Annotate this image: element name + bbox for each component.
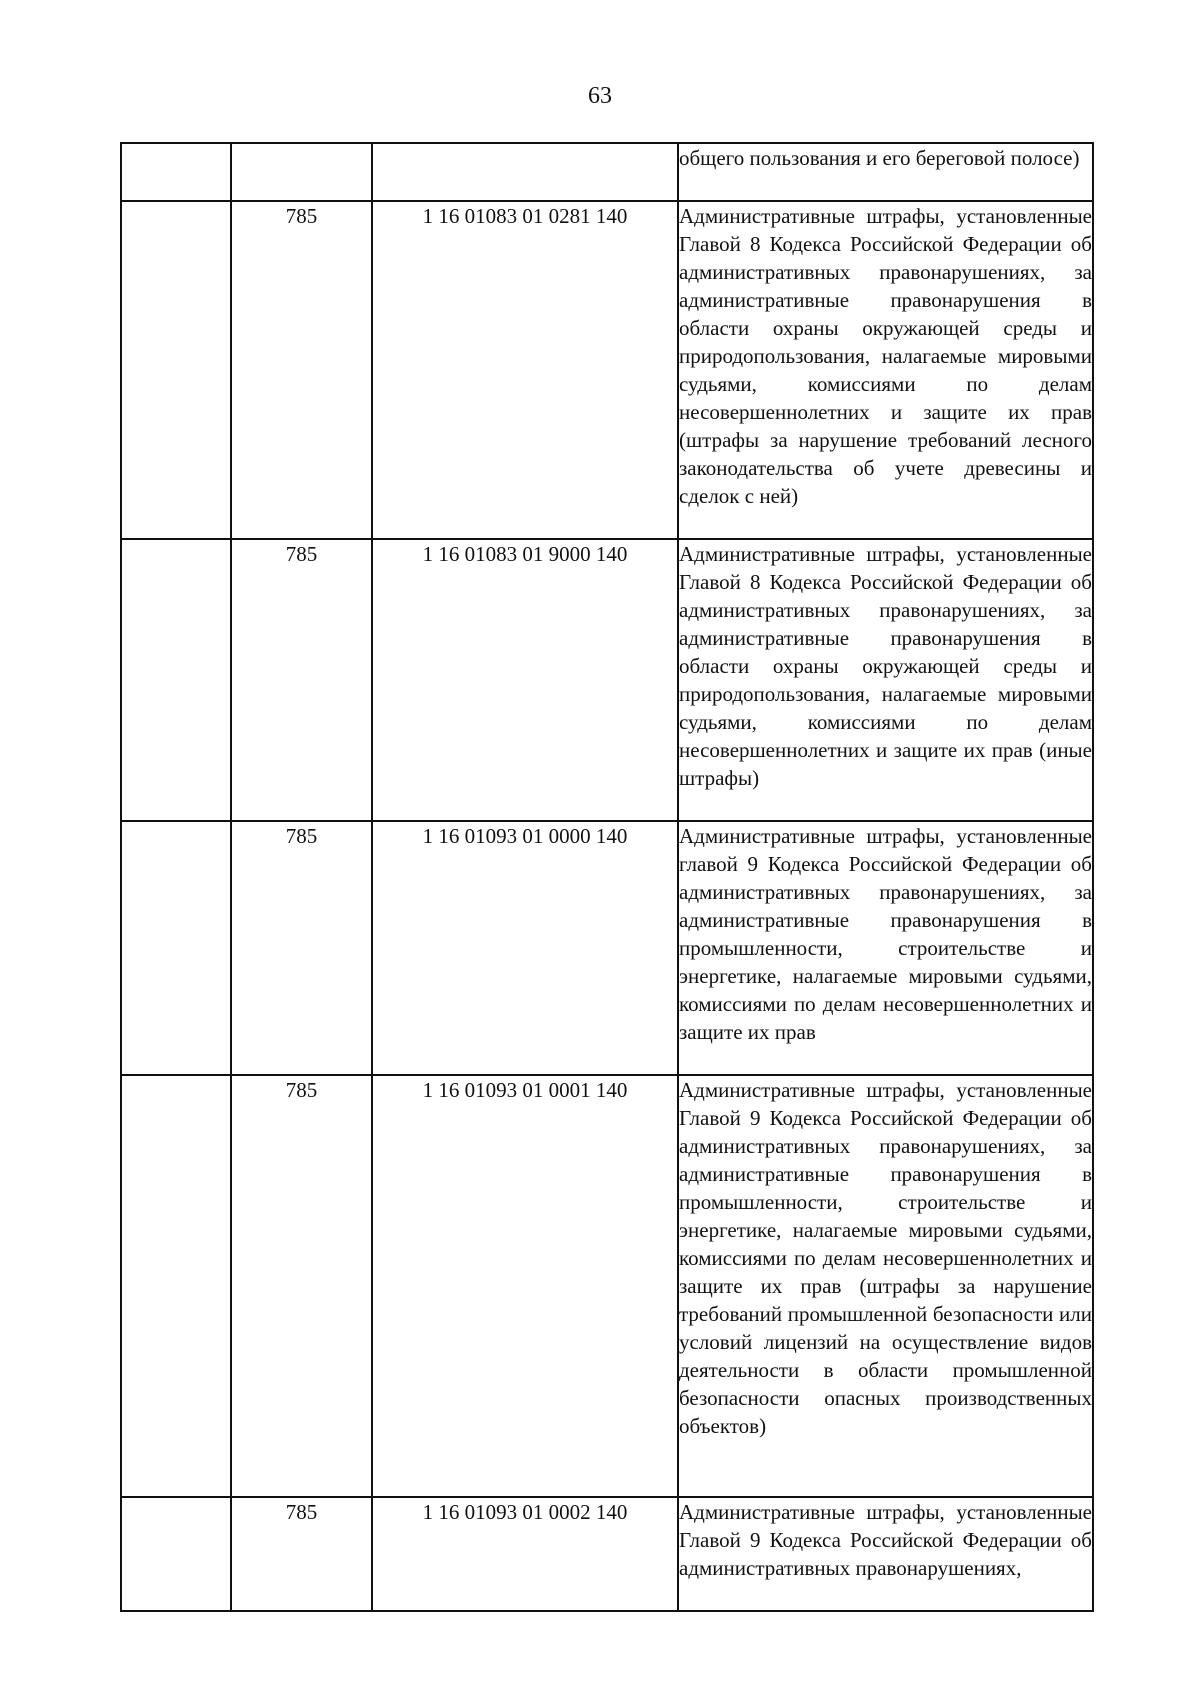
kbk-code-cell: 1 16 01093 01 0000 140 xyxy=(372,821,678,1075)
admin-code-cell: 785 xyxy=(231,201,372,539)
admin-code-cell: 785 xyxy=(231,1497,372,1611)
kbk-code-cell: 1 16 01083 01 0281 140 xyxy=(372,201,678,539)
admin-code-cell: 785 xyxy=(231,821,372,1075)
description-cell: Административные штрафы, установленные Главой 9 Кодекса Российской Федерации об административных правонарушениях, xyxy=(678,1497,1093,1611)
description-cell: общего пользования и его береговой полосе) xyxy=(678,143,1093,201)
number-cell xyxy=(121,143,231,201)
table-row xyxy=(121,1497,1093,1611)
page-number: 63 xyxy=(588,83,612,109)
number-cell xyxy=(121,821,231,1075)
admin-code-cell: 785 xyxy=(231,1075,372,1497)
admin-code-cell: 785 xyxy=(231,539,372,821)
number-cell xyxy=(121,1497,231,1611)
kbk-code-cell: 1 16 01093 01 0002 140 xyxy=(372,1497,678,1611)
number-cell xyxy=(121,201,231,539)
description-cell: Административные штрафы, установленные Главой 9 Кодекса Российской Федерации об административных правонарушениях, за административные правонарушения в промышленности, строительстве и энергетике, налагаемые мировыми судьями, комиссиями по делам несовершеннолетних и защите их прав (штрафы за нарушение требований промышленной безопасности или условий лицензий на осуществление видов деятельности в области промышленной безопасности опасных производственных объектов) xyxy=(678,1075,1093,1497)
table-row xyxy=(121,821,1093,1075)
kbk-code-cell: 1 16 01093 01 0001 140 xyxy=(372,1075,678,1497)
description-cell: Административные штрафы, установленные Главой 8 Кодекса Российской Федерации об административных правонарушениях, за административные правонарушения в области охраны окружающей среды и природопользования, налагаемые мировыми судьями, комиссиями по делам несовершеннолетних и защите их прав (иные штрафы) xyxy=(678,539,1093,821)
kbk-code-cell xyxy=(372,143,678,201)
kbk-code-cell: 1 16 01083 01 9000 140 xyxy=(372,539,678,821)
number-cell xyxy=(121,539,231,821)
number-cell xyxy=(121,1075,231,1497)
table-row xyxy=(121,143,1093,201)
table-row xyxy=(121,201,1093,539)
description-cell: Административные штрафы, установленные главой 9 Кодекса Российской Федерации об административных правонарушениях, за административные правонарушения в промышленности, строительстве и энергетике, налагаемые мировыми судьями, комиссиями по делам несовершеннолетних и защите их прав xyxy=(678,821,1093,1075)
table-row xyxy=(121,539,1093,821)
budget-codes-table xyxy=(120,142,1094,1612)
admin-code-cell xyxy=(231,143,372,201)
table-row xyxy=(121,1075,1093,1497)
description-cell: Административные штрафы, установленные Главой 8 Кодекса Российской Федерации об административных правонарушениях, за административные правонарушения в области охраны окружающей среды и природопользования, налагаемые мировыми судьями, комиссиями по делам несовершеннолетних и защите их прав (штрафы за нарушение требований лесного законодательства об учете древесины и сделок с ней) xyxy=(678,201,1093,539)
